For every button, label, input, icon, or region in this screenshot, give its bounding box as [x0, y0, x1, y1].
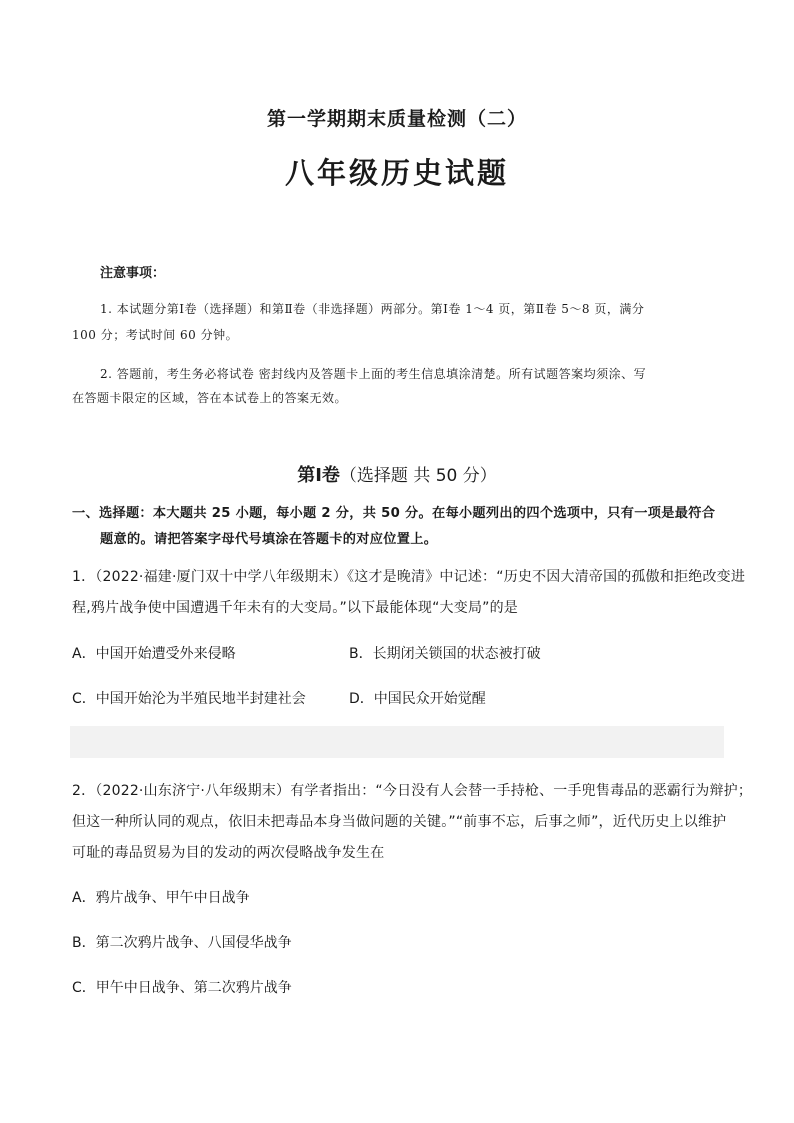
section-title-sub: （选择题 共 50 分） [339, 466, 497, 486]
notice-item-2-line-1: 2. 答题前，考生务必将试卷 密封线内及答题卡上面的考生信息填涂清楚。所有试题答案均须涂、写 [100, 367, 647, 381]
question-1-option-a[interactable]: A．中国开始遭受外来侵略 [72, 646, 236, 662]
question-1-option-d[interactable]: D．中国民众开始觉醒 [349, 691, 486, 707]
question-2-line-3: 可耻的毒品贸易为目的发动的两次侵略战争发生在 [72, 845, 385, 861]
question-1-option-b[interactable]: B．长期闭关锁国的状态被打破 [349, 646, 541, 662]
section-title-main: 第Ⅰ卷 [297, 465, 340, 486]
notice-item-1-line-1: 1. 本试题分第Ⅰ卷（选择题）和第Ⅱ卷（非选择题）两部分。第Ⅰ卷 1～4 页，第Ⅱ卷 5～8 页，满分 [100, 302, 645, 316]
question-2-option-a[interactable]: A．鸦片战争、甲午中日战争 [72, 890, 250, 906]
instruction-line-2: 题意的。请把答案字母代号填涂在答题卡的对应位置上。 [100, 532, 438, 547]
question-2-line-1: 2．（2022·山东济宁·八年级期末）有学者指出：“今日没有人会替一手持枪、一手兜售毒品的恶霸行为辩护； [72, 783, 753, 799]
question-2-option-b[interactable]: B．第二次鸦片战争、八国侵华战争 [72, 935, 292, 951]
notice-item-2-line-2: 在答题卡限定的区域，答在本试卷上的答案无效。 [72, 391, 348, 405]
section-title [0, 461, 794, 487]
question-1-option-c[interactable]: C．中国开始沦为半殖民地半封建社会 [72, 691, 306, 707]
answer-area [70, 726, 724, 758]
notice-item-1-line-2: 100 分；考试时间 60 分钟。 [72, 328, 239, 342]
exam-title: 八年级历史试题 [284, 156, 509, 190]
question-1-line-1: 1．（2022·福建·厦门双十中学八年级期末）《这才是晚清》中记述：“历史不因大清帝国的孤傲和拒绝改变进 [72, 569, 746, 585]
instruction-line-1: 一、选择题：本大题共 25 小题，每小题 2 分，共 50 分。在每小题列出的四个选项中，只有一项是最符合 [72, 506, 716, 521]
exam-subtitle: 第一学期期末质量检测（二） [266, 108, 527, 130]
question-2-line-2: 但这一种所认同的观点，依旧未把毒品本身当做问题的关键。”“前事不忘，后事之师”，近代历史上以维护 [72, 814, 727, 830]
question-1-line-2: 程,鸦片战争使中国遭遇千年未有的大变局。”以下最能体现“大变局”的是 [72, 600, 519, 616]
question-2-option-c[interactable]: C．甲午中日战争、第二次鸦片战争 [72, 980, 292, 996]
notice-heading: 注意事项： [100, 266, 166, 281]
